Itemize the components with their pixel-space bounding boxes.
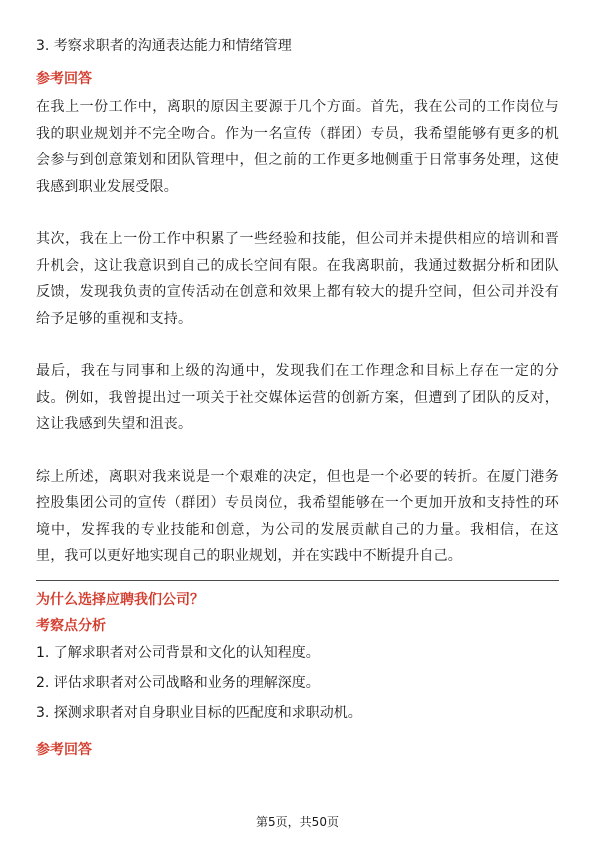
answer-paragraph-2: 其次，我在上一份工作中积累了一些经验和技能，但公司并未提供相应的培训和晋升机会，这让我意识到自己的成长空间有限。在我离职前，我通过数据分析和团队反馈，发现我负责的宣传活动在创意和效果上都有较大的提升空间，但公司并没有给予足够的重视和支持。 — [36, 231, 559, 327]
analysis-item: 2. 评估求职者对公司战略和业务的理解深度。 — [36, 674, 320, 691]
page-number: 第5页，共50页 — [256, 815, 339, 829]
analysis-item: 1. 了解求职者对公司背景和文化的认知程度。 — [36, 644, 320, 661]
answer-paragraph-3: 最后，我在与同事和上级的沟通中，发现我们在工作理念和目标上存在一定的分歧。例如，我曾提出过一项关于社交媒体运营的创新方案，但遭到了团队的反对，这让我感到失望和沮丧。 — [36, 363, 559, 432]
analysis-heading: 考察点分析 — [36, 617, 106, 634]
section-divider — [36, 580, 559, 581]
paragraph-spacer — [36, 332, 559, 358]
answer-paragraph-1: 在我上一份工作中，离职的原因主要源于几个方面。首先，我在公司的工作岗位与我的职业规划并不完全吻合。作为一名宣传（群团）专员，我希望能够有更多的机会参与到创意策划和团队管理中，但之前的工作更多地侧重于日常事务处理，这使我感到职业发展受限。 — [36, 99, 559, 195]
paragraph-spacer — [36, 200, 559, 226]
page-content — [36, 34, 559, 765]
paragraph-spacer — [36, 438, 559, 464]
answer-heading: 参考回答 — [36, 741, 92, 758]
question-item: 3. 考察求职者的沟通表达能力和情绪管理 — [36, 38, 292, 54]
answer-heading: 参考回答 — [36, 71, 92, 87]
question-heading: 为什么选择应聘我们公司？ — [36, 591, 204, 608]
analysis-item: 3. 探测求职者对自身职业目标的匹配度和求职动机。 — [36, 704, 362, 721]
answer-paragraph-4: 综上所述，离职对我来说是一个艰难的决定，但也是一个必要的转折。在厦门港务控股集团公司的宣传（群团）专员岗位，我希望能够在一个更加开放和支持性的环境中，发挥我的专业技能和创意，为公司的发展贡献自己的力量。我相信，在这里，我可以更好地实现自己的职业规划，并在实践中不断提升自己。 — [36, 468, 559, 564]
